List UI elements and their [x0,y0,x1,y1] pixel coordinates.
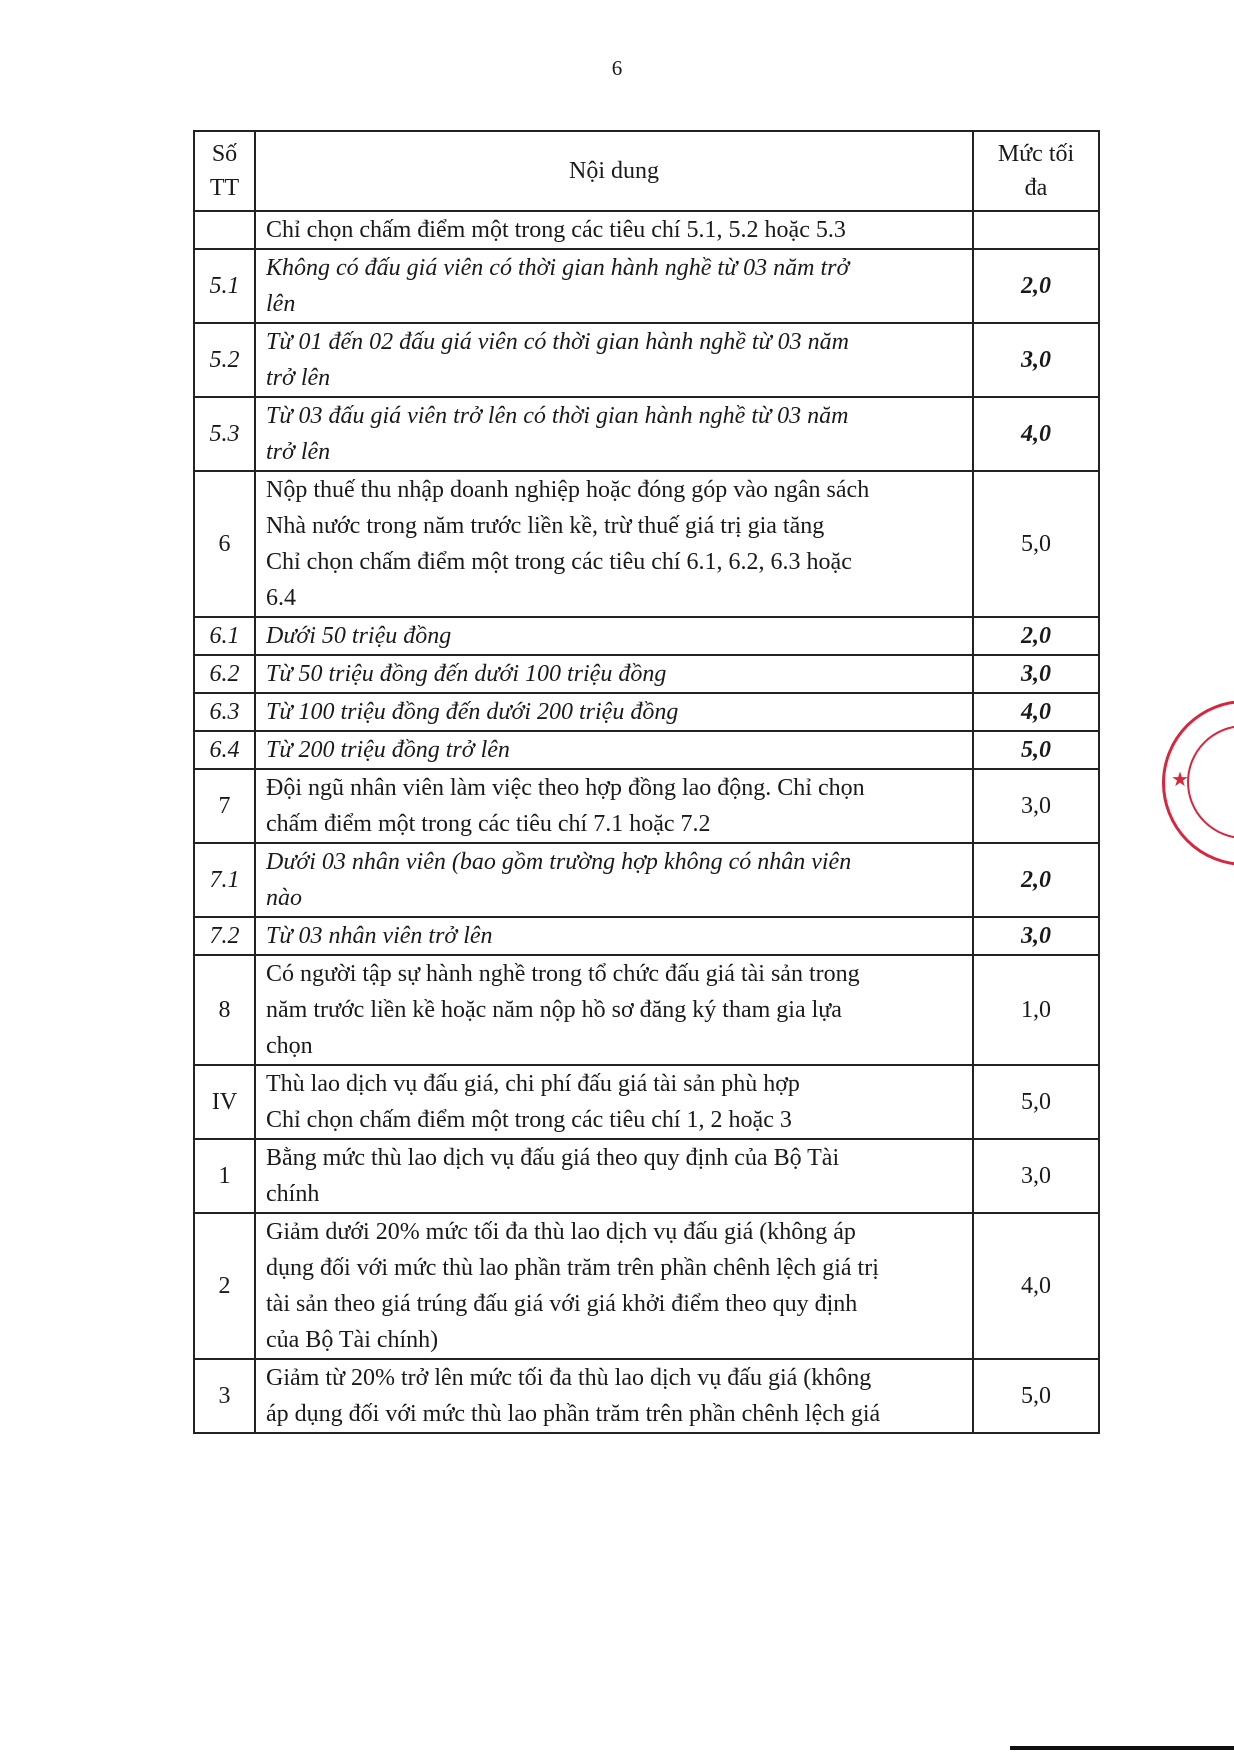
header-no [194,131,255,211]
table-row [194,1139,1099,1213]
table-row [194,471,1099,617]
content-line: Từ 03 nhân viên trở lên [266,923,493,949]
row-max-score: 5,0 [973,1065,1099,1139]
content-line: lên [266,291,296,317]
row-max-score: 2,0 [973,249,1099,323]
criteria-table [193,130,1100,1434]
row-number: 6.3 [194,693,255,731]
row-max-score: 3,0 [973,769,1099,843]
row-number: 7.2 [194,917,255,955]
row-number: 7.1 [194,843,255,917]
red-seal-stamp [1162,700,1234,866]
row-number: 6 [194,471,255,617]
content-line: dụng đối với mức thù lao phần trăm trên phần chênh lệch giá trị [266,1255,879,1281]
content-line: Nộp thuế thu nhập doanh nghiệp hoặc đóng góp vào ngân sách [266,477,870,503]
row-max-score: 5,0 [973,1359,1099,1433]
row-content [255,323,973,397]
content-line: Từ 03 đấu giá viên trở lên có thời gian hành nghề từ 03 năm [266,403,849,429]
content-line: Từ 200 triệu đồng trở lên [266,737,510,763]
header-max-line-2: đa [1024,175,1048,201]
star-icon: ★ [1171,767,1189,791]
content-line: Giảm dưới 20% mức tối đa thù lao dịch vụ đấu giá (không áp [266,1219,856,1245]
content-line: tài sản theo giá trúng đấu giá với giá khởi điểm theo quy định [266,1291,858,1317]
content-line: Có người tập sự hành nghề trong tổ chức đấu giá tài sản trong [266,961,860,987]
table-row [194,955,1099,1065]
content-line: Dưới 03 nhân viên (bao gồm trường hợp không có nhân viên [266,849,852,875]
table-row [194,617,1099,655]
row-content [255,955,973,1065]
bottom-edge-rule [1010,1746,1234,1750]
row-number: 6.1 [194,617,255,655]
table-row [194,843,1099,917]
row-number: IV [194,1065,255,1139]
row-content [255,1065,973,1139]
content-line: Nhà nước trong năm trước liền kề, trừ thuế giá trị gia tăng [266,513,825,539]
row-content [255,917,973,955]
row-content [255,397,973,471]
row-content [255,1213,973,1359]
table-row [194,1213,1099,1359]
header-max-line-1: Mức tối [997,141,1075,167]
content-line: Chỉ chọn chấm điểm một trong các tiêu chí 5.1, 5.2 hoặc 5.3 [266,217,846,243]
content-line: Dưới 50 triệu đồng [266,623,452,649]
content-line: trở lên [266,439,331,465]
table-row [194,397,1099,471]
header-no-line-1: Số [211,141,238,167]
row-content [255,617,973,655]
table-row [194,323,1099,397]
content-line: Thù lao dịch vụ đấu giá, chi phí đấu giá tài sản phù hợp [266,1071,800,1097]
content-line: năm trước liền kề hoặc năm nộp hồ sơ đăng ký tham gia lựa [266,997,842,1023]
row-number: 7 [194,769,255,843]
row-content [255,769,973,843]
table-row [194,249,1099,323]
content-line: Chỉ chọn chấm điểm một trong các tiêu chí 1, 2 hoặc 3 [266,1107,792,1133]
row-max-score: 3,0 [973,655,1099,693]
page-number: 6 [611,56,623,80]
row-content [255,731,973,769]
row-max-score: 2,0 [973,843,1099,917]
row-max-score: 4,0 [973,397,1099,471]
row-max-score: 5,0 [973,731,1099,769]
row-content [255,655,973,693]
table-row [194,917,1099,955]
content-line: chấm điểm một trong các tiêu chí 7.1 hoặc 7.2 [266,811,711,837]
row-content [255,471,973,617]
row-content [255,249,973,323]
content-line: chọn [266,1033,313,1059]
row-content [255,693,973,731]
row-max-score [973,211,1099,249]
row-number: 8 [194,955,255,1065]
content-line: Đội ngũ nhân viên làm việc theo hợp đồng lao động. Chỉ chọn [266,775,865,801]
content-line: Không có đấu giá viên có thời gian hành nghề từ 03 năm trở [266,255,850,281]
row-number: 3 [194,1359,255,1433]
row-max-score: 3,0 [973,323,1099,397]
table-row [194,211,1099,249]
table-row [194,731,1099,769]
table-row [194,769,1099,843]
row-number: 5.1 [194,249,255,323]
content-line: áp dụng đối với mức thù lao phần trăm trên phần chênh lệch giá [266,1401,881,1427]
content-line: chính [266,1181,320,1207]
content-line: Từ 100 triệu đồng đến dưới 200 triệu đồng [266,699,679,725]
row-number: 5.3 [194,397,255,471]
content-line: Từ 01 đến 02 đấu giá viên có thời gian hành nghề từ 03 năm [266,329,849,355]
row-number: 1 [194,1139,255,1213]
row-number: 5.2 [194,323,255,397]
row-max-score: 3,0 [973,1139,1099,1213]
row-number: 2 [194,1213,255,1359]
table-header-row [194,131,1099,211]
row-number: 6.4 [194,731,255,769]
content-line: Bằng mức thù lao dịch vụ đấu giá theo quy định của Bộ Tài [266,1145,840,1171]
table-row [194,655,1099,693]
content-line: Từ 50 triệu đồng đến dưới 100 triệu đồng [266,661,667,687]
row-max-score: 4,0 [973,693,1099,731]
row-content [255,843,973,917]
row-max-score: 5,0 [973,471,1099,617]
red-seal-inner-ring [1187,725,1234,839]
content-line: nào [266,885,302,911]
row-content [255,211,973,249]
content-line: trở lên [266,365,331,391]
row-max-score: 3,0 [973,917,1099,955]
header-max [973,131,1099,211]
row-max-score: 4,0 [973,1213,1099,1359]
row-max-score: 2,0 [973,617,1099,655]
table-row [194,1359,1099,1433]
table-row [194,1065,1099,1139]
content-line: 6.4 [266,585,296,611]
row-number: 6.2 [194,655,255,693]
row-content [255,1359,973,1433]
content-line: Chỉ chọn chấm điểm một trong các tiêu chí 6.1, 6.2, 6.3 hoặc [266,549,852,575]
header-content: Nội dung [255,131,973,211]
table-row [194,693,1099,731]
row-number [194,211,255,249]
row-content [255,1139,973,1213]
content-line: của Bộ Tài chính) [266,1327,439,1353]
content-line: Giảm từ 20% trở lên mức tối đa thù lao dịch vụ đấu giá (không [266,1365,872,1391]
row-max-score: 1,0 [973,955,1099,1065]
header-no-line-2: TT [209,175,240,201]
